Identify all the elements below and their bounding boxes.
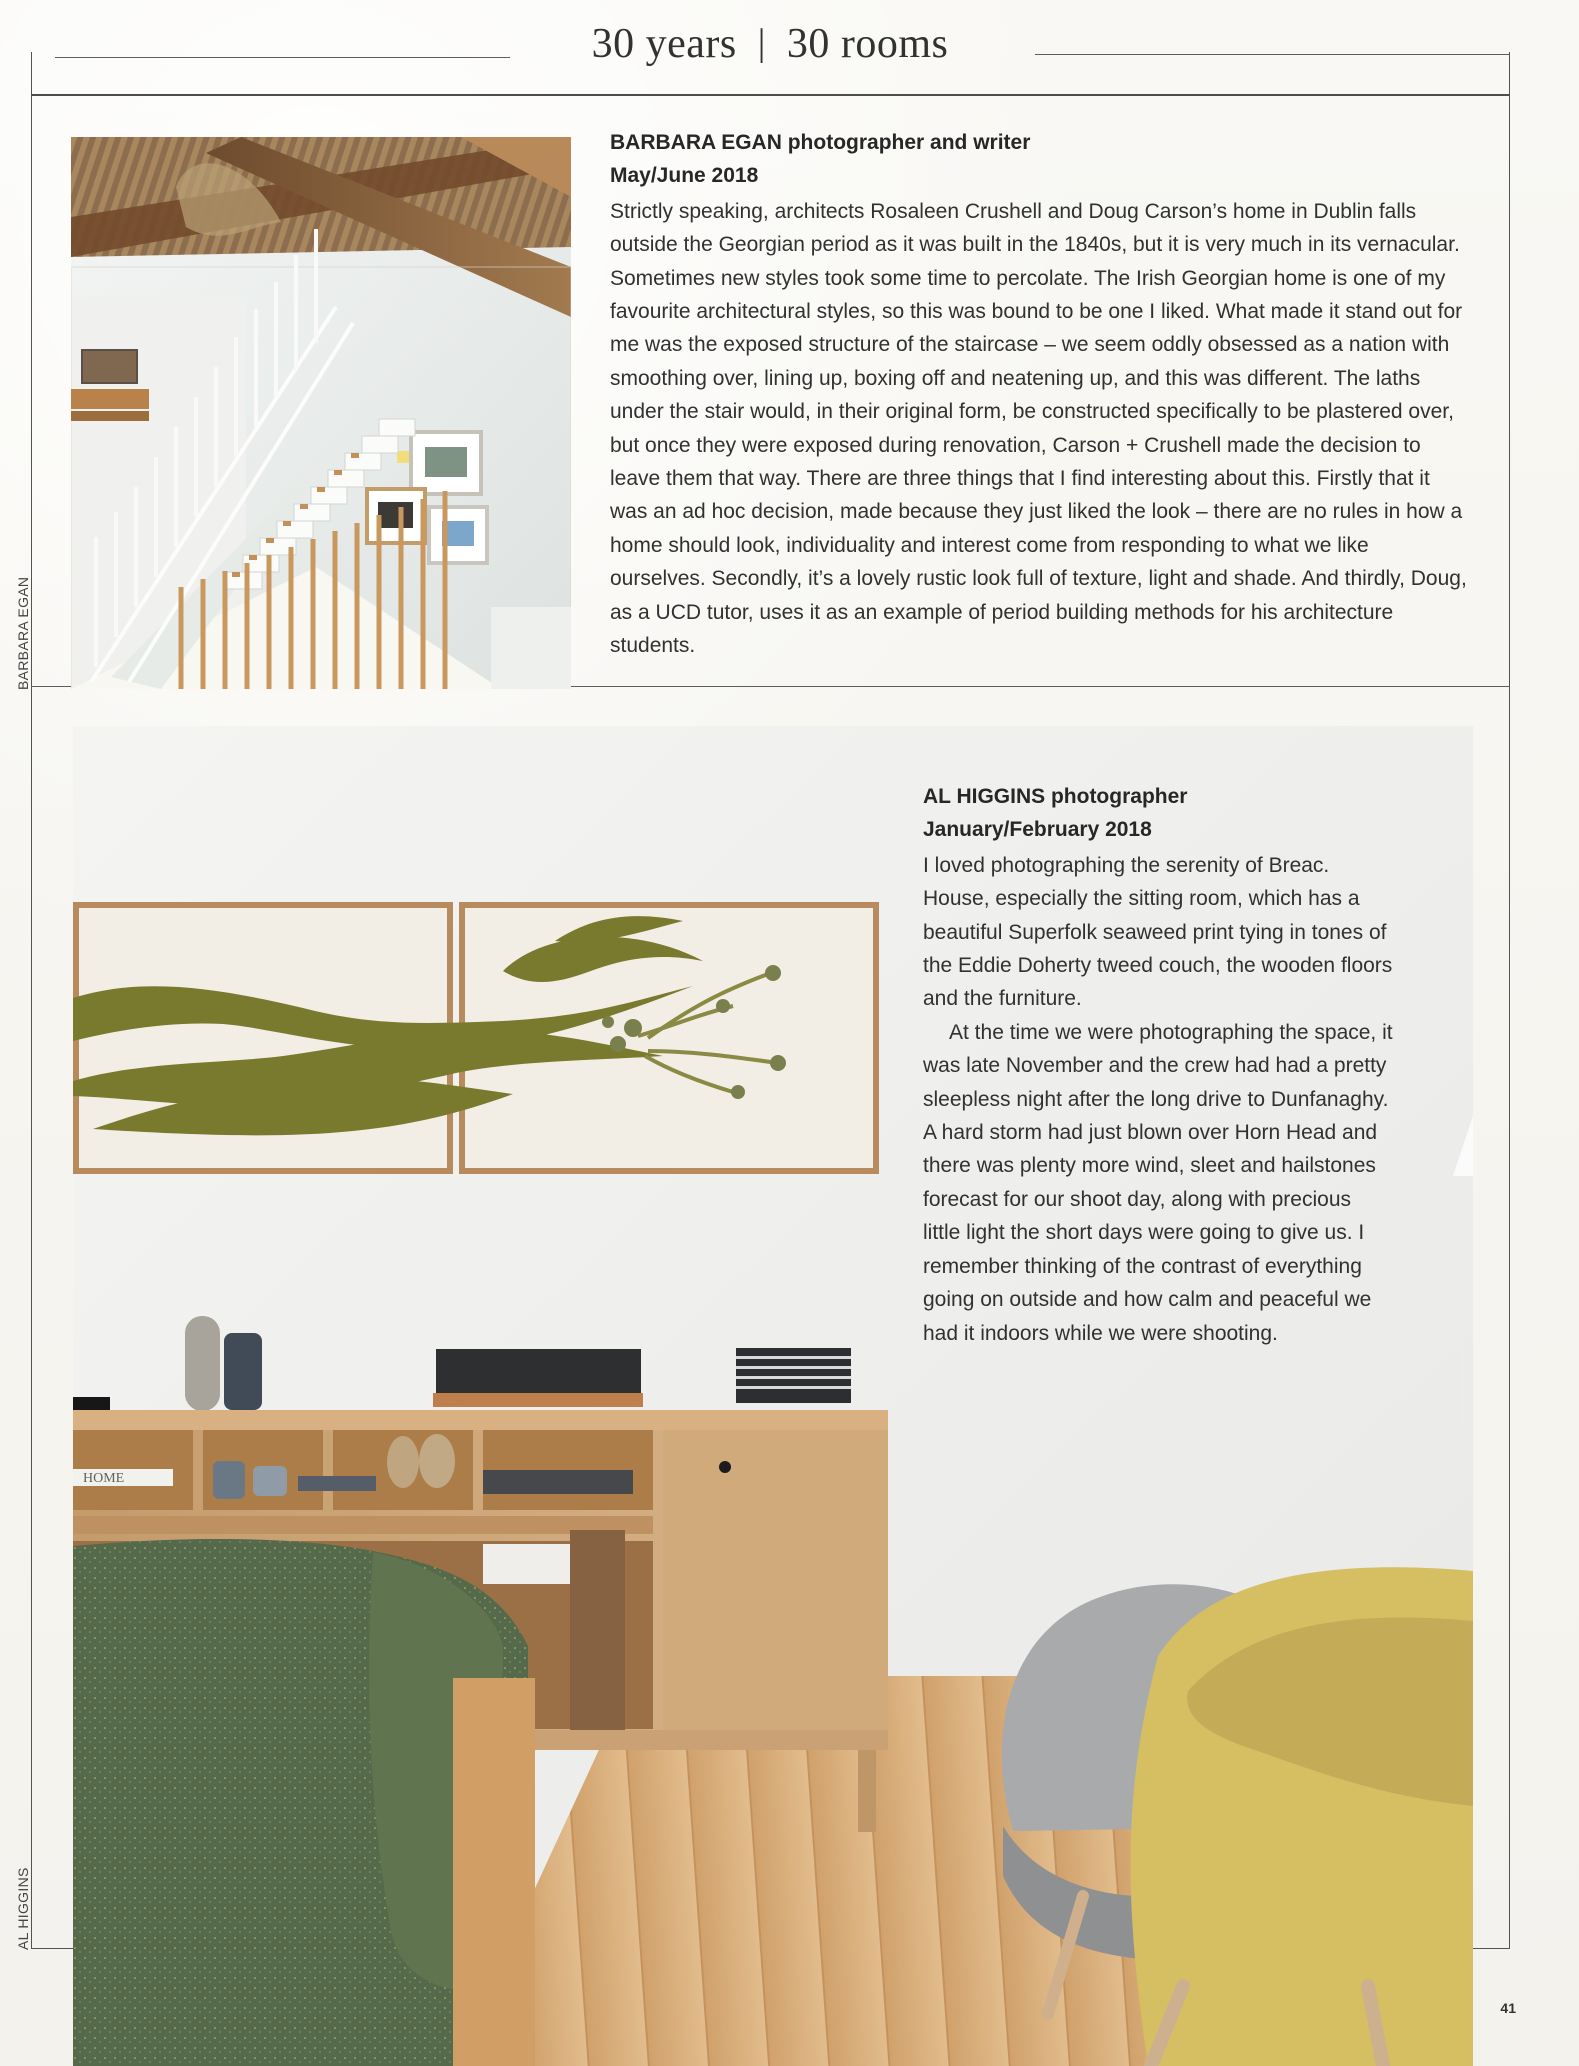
al-date: January/February 2018 bbox=[923, 818, 1152, 842]
barbara-title: BARBARA EGAN photographer and writer bbox=[610, 131, 1031, 154]
staircase-photo bbox=[71, 137, 571, 689]
al-paragraph-1: I loved photographing the serenity of Breac. House, especially the sitting room, which has a beautiful Superfolk seaweed print tying in tones of the Eddie Doherty tweed couch, the wooden floors and the furniture. bbox=[923, 853, 1393, 1011]
header-separator: | bbox=[757, 22, 766, 64]
header-title-left: 30 years bbox=[591, 21, 737, 67]
barbara-body: Strictly speaking, architects Rosaleen Crushell and Doug Carson’s home in Dublin falls outside the Georgian period as it was built in the 1840s, but it is very much in its vernacular. Sometimes new styles took some time to percolate. The Irish Georgian home is one of my favourite architectural styles, so this was bound to be one I liked. What made it stand out for me was the exposed structure of the staircase – we seem oddly obsessed as a nation with smoothing over, lining up, boxing off and neatening up, and this was different. The laths under the stair would, in their original form, be constructed specifically to be plastered over, but once they were exposed during renovation, Carson + Crushell made the decision to leave them that way. There are three things that I find interesting about this. Firstly that it was an ad hoc decision, made because they just liked the look – there are no rules in how a home should look, individuality and interest come from responding to what we like ourselves. Secondly, it’s a lovely rustic look full of texture, light and shade. And thirdly, Doug, as a UCD tutor, uses it as an example of period building methods for his architecture students. bbox=[610, 199, 1467, 658]
header-band bbox=[31, 94, 1510, 96]
barbara-credit: BARBARA EGAN bbox=[15, 576, 31, 690]
al-credit: AL HIGGINS bbox=[15, 1867, 31, 1950]
header-title-right: 30 rooms bbox=[786, 21, 949, 67]
page-header-title bbox=[560, 20, 980, 68]
al-paragraph-2: At the time we were photographing the space, it was late November and the crew had had a pretty sleepless night after the long drive to Dunfanaghy. A hard storm had just blown over Horn Head and there was plenty more wind, sleet and hailstones forecast for our shoot day, along with precious little light the short days were going to give us. I remember thinking of the contrast of everything going on outside and how calm and peaceful we had it indoors while we were shooting. bbox=[923, 1020, 1393, 1345]
al-copy bbox=[923, 780, 1393, 1350]
barbara-copy bbox=[610, 126, 1470, 663]
home-book-spine: HOME bbox=[83, 1471, 125, 1486]
barbara-date: May/June 2018 bbox=[610, 164, 759, 188]
al-title: AL HIGGINS photographer bbox=[923, 785, 1188, 808]
page-number: 41 bbox=[1500, 2000, 1516, 2016]
